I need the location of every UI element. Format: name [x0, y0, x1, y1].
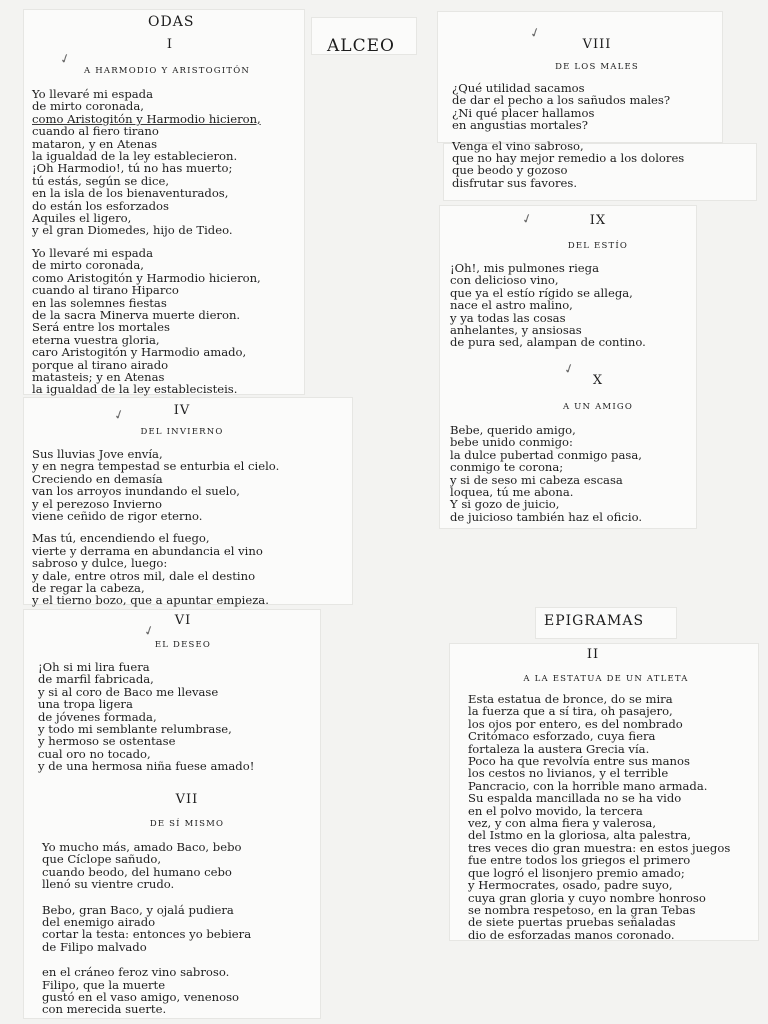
verse-line: una tropa ligera	[38, 697, 133, 712]
verse-line: Y si gozo de juicio,	[450, 497, 560, 512]
verse-line: Mas tú, encendiendo el fuego,	[32, 531, 210, 546]
verse-line: Yo llevaré mi espada	[32, 245, 154, 260]
verse-line: Bebe, querido amigo,	[450, 423, 576, 437]
stanza	[38, 661, 316, 773]
epigram-ii	[468, 648, 754, 941]
poem-i	[32, 38, 302, 396]
verse-line: que logró el lisonjero premio amado;	[468, 865, 685, 880]
poem-number: X	[592, 373, 604, 388]
poem-vii	[42, 793, 312, 1016]
verse-line: de juicioso también haz el oficio.	[450, 509, 643, 524]
poem-number: I	[166, 37, 174, 52]
pencil-check-icon: ✓	[519, 210, 535, 229]
verse-line: y el tierno bozo, que a apuntar empieza.	[32, 593, 269, 608]
verse-line: fortaleza la austera Grecia vía.	[468, 741, 650, 756]
stanza	[468, 693, 754, 941]
verse-line: vierte y derrama en abundancia el vino	[32, 543, 263, 558]
poem-title: DE LOS MALES	[555, 62, 639, 72]
verse-line: y Hermocrates, osado, padre suyo,	[468, 878, 673, 893]
poem-title: A UN AMIGO	[562, 402, 634, 412]
verse-line: de jóvenes formada,	[38, 709, 157, 724]
verse-line: y ya todas las cosas	[450, 310, 566, 325]
poem-title: A LA ESTATUA DE UN ATLETA	[523, 674, 689, 684]
verse-line: porque al tirano airado	[32, 357, 169, 372]
verse-line: la dulce pubertad conmigo pasa,	[450, 447, 642, 462]
verse-line: caro Aristogitón y Harmodio amado,	[32, 345, 247, 360]
verse-line: cual oro no tocado,	[38, 746, 151, 761]
poem-x	[450, 374, 700, 523]
verse-line: que Cíclope sañudo,	[42, 852, 162, 867]
verse-line: cortar la testa: entonces yo bebiera	[42, 927, 252, 942]
verse-line: de dar el pecho a los sañudos males?	[452, 93, 671, 108]
verse-line: y el gran Diomedes, hijo de Tideo.	[32, 223, 233, 238]
verse-line: Yo llevaré mi espada	[32, 87, 154, 101]
stanza	[452, 140, 752, 190]
verse-line: ¡Oh si mi lira fuera	[38, 660, 150, 674]
poem-title: A HARMODIO Y ARISTOGITÓN	[84, 66, 250, 76]
verse-line: nace el astro malino,	[450, 298, 573, 313]
verse-line: de Filipo malvado	[42, 939, 147, 954]
verse-line: de la sacra Minerva muerte dieron.	[32, 307, 241, 322]
verse-line: los cestos no livianos, y el terrible	[468, 766, 669, 781]
verse-line: dio de esforzadas manos coronado.	[468, 927, 675, 942]
verse-line: Su espalda mancillada no se ha vido	[468, 791, 682, 806]
poem-number: VI	[174, 613, 192, 628]
verse-line: Pancracio, con la horrible mano armada.	[468, 778, 708, 793]
verse-line: y si al coro de Baco me llevase	[38, 684, 219, 699]
verse-line: de regar la cabeza,	[32, 581, 145, 596]
verse-line: Filipo, que la muerte	[42, 977, 166, 992]
stanza	[452, 82, 752, 132]
verse-line: tú estás, según se dice,	[32, 173, 170, 188]
verse-line: Creciendo en demasía	[32, 471, 163, 486]
pencil-check-icon: ✓	[111, 406, 127, 425]
verse-line: ¿Ni qué placer hallamos	[452, 105, 595, 120]
verse-line: en el polvo movido, la tercera	[468, 803, 643, 818]
poem-number: IV	[173, 403, 191, 418]
stanza	[450, 424, 700, 523]
verse-line: con delicioso vino,	[450, 273, 559, 288]
section-heading-epigramas: EPIGRAMAS	[544, 613, 645, 629]
poem-title: DE SÍ MISMO	[149, 819, 225, 829]
pencil-check-icon: ✓	[561, 360, 577, 379]
verse-line: Venga el vino sabroso,	[452, 138, 584, 153]
verse-line: ¡Oh!, mis pulmones riega	[450, 261, 599, 275]
verse-line: sabroso y dulce, luego:	[32, 556, 168, 571]
verse-line: Sus lluvias Jove envía,	[32, 447, 163, 461]
pencil-check-icon: ✓	[141, 622, 157, 641]
verse-line: Será entre los mortales	[32, 320, 170, 335]
verse-line: y en negra tempestad se enturbia el cielo.	[32, 459, 280, 474]
verse-line: de pura sed, alampan de contino.	[450, 335, 646, 350]
verse-line: llenó su vientre crudo.	[42, 877, 175, 892]
verse-line: con merecida suerte.	[42, 1002, 167, 1017]
verse-line: los ojos por entero, es del nombrado	[468, 716, 683, 731]
poem-number: II	[586, 647, 600, 662]
verse-line: Bebo, gran Baco, y ojalá pudiera	[42, 902, 234, 917]
verse-line: y dale, entre otros mil, dale el destino	[32, 568, 256, 583]
stanza	[32, 247, 302, 396]
pencil-check-icon: ✓	[57, 50, 73, 69]
verse-line: bebe unido conmigo:	[450, 435, 573, 450]
stanza	[32, 448, 348, 522]
verse-line: que beodo y gozoso	[452, 163, 568, 178]
verse-line: ¡Oh Harmodio!, tú no has muerto;	[32, 161, 233, 176]
verse-line: que no hay mejor remedio a los dolores	[452, 151, 685, 166]
verse-line: disfrutar sus favores.	[452, 175, 578, 190]
verse-line: del enemigo airado	[42, 915, 156, 930]
verse-line: Yo mucho más, amado Baco, bebo	[42, 840, 242, 854]
verse-line: Aquiles el ligero,	[32, 211, 132, 226]
poem-title: EL DESEO	[154, 640, 212, 650]
poem-number: VII	[175, 792, 199, 807]
stanza	[450, 262, 700, 349]
verse-line: y hermoso se ostentase	[38, 734, 176, 749]
verse-line: de mirto coronada,	[32, 258, 144, 273]
verse-line: la igualdad de la ley establecisteis.	[32, 382, 238, 397]
verse-line: en las solemnes fiestas	[32, 295, 167, 310]
stanza	[42, 966, 312, 1016]
section-heading-odas: ODAS	[148, 14, 195, 30]
poem-number: IX	[589, 213, 607, 228]
verse-line: y si de seso mi cabeza escasa	[450, 472, 623, 487]
verse-line: loquea, tú me abona.	[450, 485, 574, 500]
poem-title: DEL INVIERNO	[140, 427, 224, 437]
verse-line: gustó en el vaso amigo, venenoso	[42, 990, 240, 1005]
verse-line: fue entre todos los griegos el primero	[468, 853, 691, 868]
verse-line: de mirto coronada,	[32, 99, 144, 114]
stanza	[42, 904, 312, 954]
verse-line: van los arroyos inundando el suelo,	[32, 484, 240, 499]
pencil-check-icon: ✓	[527, 24, 543, 43]
verse-line: se nombra respetoso, en la gran Tebas	[468, 902, 696, 917]
verse-line: cuando al tirano Hiparco	[32, 283, 179, 298]
verse-line: eterna vuestra gloria,	[32, 332, 160, 347]
verse-line: que ya el estío rígido se allega,	[450, 285, 633, 300]
poem-iv	[32, 404, 348, 607]
verse-line: la igualdad de la ley establecieron.	[32, 149, 238, 164]
verse-line: en el cráneo feroz vino sabroso.	[42, 965, 230, 980]
verse-line: tres veces dio gran muestra: en estos juegos	[468, 840, 731, 855]
verse-line: en la isla de los bienaventurados,	[32, 186, 229, 201]
verse-line: y el perezoso Invierno	[32, 496, 163, 511]
verse-line: Critómaco esforzado, cuya fiera	[468, 729, 656, 744]
poem-vi	[38, 614, 316, 773]
verse-line: mataron, y en Atenas	[32, 136, 158, 151]
verse-line: cuando beodo, del humano cebo	[42, 864, 232, 879]
stanza	[42, 841, 312, 891]
verse-line: de siete puertas pruebas señaladas	[468, 915, 676, 930]
verse-line: la fuerza que a sí tira, oh pasajero,	[468, 704, 673, 719]
verse-line: cuando al fiero tirano	[32, 124, 159, 139]
verse-line: matasteis; y en Atenas	[32, 369, 165, 384]
poem-title: DEL ESTÍO	[567, 241, 629, 251]
verse-line: viene ceñido de rigor eterno.	[32, 509, 203, 524]
verse-line: cuya gran gloria y cuyo nombre honroso	[468, 890, 706, 905]
verse-line: de marfil fabricada,	[38, 672, 154, 687]
poem-viii	[452, 38, 752, 189]
verse-line: ¿Qué utilidad sacamos	[452, 81, 585, 95]
verse-line: como Aristogitón y Harmodio hicieron,	[32, 270, 261, 285]
verse-line: y todo mi semblante relumbrase,	[38, 722, 232, 737]
author-heading-alceo: ALCEO	[327, 36, 395, 56]
verse-line: Poco ha que revolvía entre sus manos	[468, 754, 690, 769]
verse-line: Esta estatua de bronce, do se mira	[468, 692, 673, 706]
verse-line: conmigo te corona;	[450, 460, 564, 475]
verse-line: do están los esforzados	[32, 198, 169, 213]
poem-ix	[450, 214, 700, 349]
verse-line: vez, y con alma fiera y valerosa,	[468, 816, 657, 831]
verse-line: anhelantes, y ansiosas	[450, 323, 582, 338]
verse-line: en angustias mortales?	[452, 118, 588, 133]
verse-line: y de una hermosa niña fuese amado!	[38, 759, 255, 774]
stanza	[32, 88, 302, 237]
verse-line: del Istmo en la gloriosa, alta palestra,	[468, 828, 691, 843]
verse-line: como Aristogitón y Harmodio hicieron,	[32, 111, 261, 126]
poem-number: VIII	[582, 37, 612, 52]
stanza	[32, 532, 348, 606]
